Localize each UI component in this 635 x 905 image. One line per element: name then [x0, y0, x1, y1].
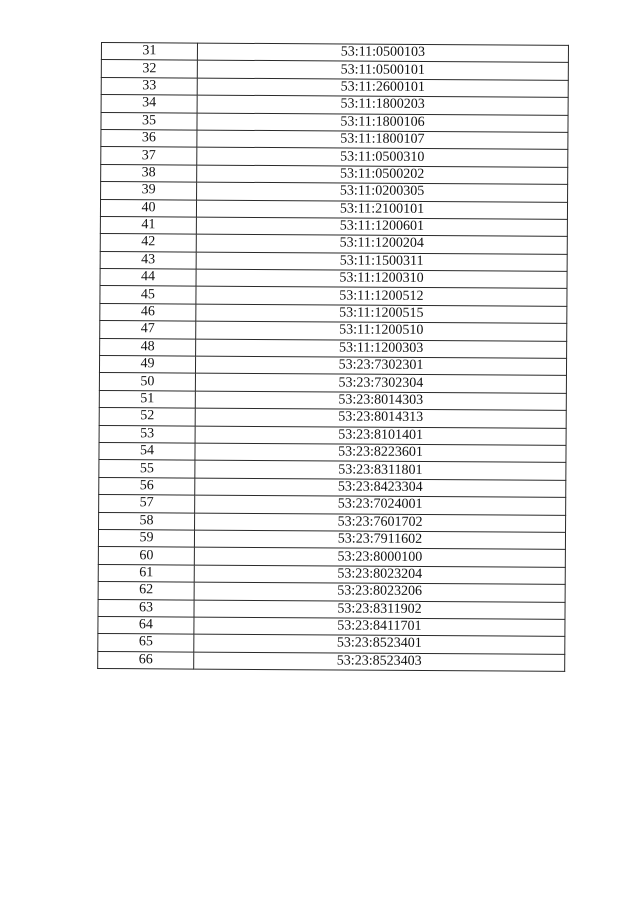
row-number-cell: 45: [100, 286, 196, 304]
row-number-cell: 51: [99, 390, 195, 408]
row-number-cell: 46: [100, 303, 196, 321]
row-number-cell: 38: [101, 164, 197, 182]
row-number-cell: 62: [98, 582, 194, 600]
row-number-cell: 34: [101, 95, 197, 113]
cadastral-number-cell: 53:23:7302301: [195, 356, 566, 376]
cadastral-number-cell: 53:11:0500202: [197, 165, 568, 185]
row-number-cell: 55: [99, 460, 195, 478]
cadastral-number-cell: 53:11:1200510: [196, 321, 567, 341]
row-number-cell: 44: [100, 269, 196, 287]
row-number-cell: 57: [99, 495, 195, 513]
cadastral-number-cell: 53:11:0500103: [197, 43, 568, 63]
row-number-cell: 40: [100, 199, 196, 217]
cadastral-number-cell: 53:11:1200512: [196, 287, 567, 307]
cadastral-number-cell: 53:23:7911602: [194, 530, 565, 550]
row-number-cell: 37: [101, 147, 197, 165]
row-number-cell: 64: [98, 616, 194, 634]
cadastral-number-cell: 53:11:1200303: [196, 339, 567, 359]
cadastral-number-cell: 53:23:8311801: [195, 460, 566, 480]
cadastral-number-cell: 53:23:8023206: [194, 582, 565, 602]
row-number-cell: 54: [99, 442, 195, 460]
cadastral-number-cell: 53:23:8311902: [194, 600, 565, 620]
cadastral-number-cell: 53:11:1200601: [196, 217, 567, 237]
row-number-cell: 65: [98, 634, 194, 652]
row-number-cell: 49: [99, 356, 195, 374]
row-number-cell: 33: [101, 77, 197, 95]
cadastral-number-cell: 53:11:1200204: [196, 234, 567, 254]
row-number-cell: 39: [101, 182, 197, 200]
row-number-cell: 32: [101, 60, 197, 78]
row-number-cell: 52: [99, 408, 195, 426]
cadastral-number-cell: 53:23:7601702: [195, 513, 566, 533]
row-number-cell: 60: [98, 547, 194, 565]
row-number-cell: 42: [100, 234, 196, 252]
row-number-cell: 35: [101, 112, 197, 130]
cadastral-number-cell: 53:23:8000100: [194, 547, 565, 567]
row-number-cell: 61: [98, 564, 194, 582]
cadastral-number-cell: 53:23:7302304: [195, 374, 566, 394]
row-number-cell: 43: [100, 251, 196, 269]
cadastral-number-cell: 53:23:8023204: [194, 565, 565, 585]
cadastral-number-cell: 53:23:8423304: [195, 478, 566, 498]
cadastral-number-cell: 53:11:0500101: [197, 60, 568, 80]
row-number-cell: 66: [98, 651, 194, 669]
cadastral-number-cell: 53:11:2600101: [197, 78, 568, 98]
row-number-cell: 53: [99, 425, 195, 443]
cadastral-number-cell: 53:11:1200310: [196, 269, 567, 289]
row-number-cell: 31: [101, 43, 197, 61]
cadastral-number-cell: 53:23:8101401: [195, 426, 566, 446]
row-number-cell: 50: [99, 373, 195, 391]
cadastral-number-cell: 53:11:1800203: [197, 95, 568, 115]
cadastral-number-cell: 53:23:8411701: [194, 617, 565, 637]
cadastral-number-cell: 53:23:8523401: [194, 634, 565, 654]
table-body: [98, 43, 569, 672]
row-number-cell: 58: [99, 512, 195, 530]
table-row: [98, 651, 565, 671]
row-number-cell: 59: [98, 529, 194, 547]
cadastral-number-cell: 53:23:8223601: [195, 443, 566, 463]
cadastral-number-cell: 53:11:2100101: [196, 200, 567, 220]
cadastral-number-cell: 53:11:0500310: [197, 147, 568, 167]
cadastral-number-cell: 53:23:8014303: [195, 391, 566, 411]
cadastral-number-cell: 53:23:8014313: [195, 408, 566, 428]
row-number-cell: 36: [101, 129, 197, 147]
row-number-cell: 47: [100, 321, 196, 339]
cadastral-number-cell: 53:23:7024001: [195, 495, 566, 515]
cadastral-number-cell: 53:11:1800106: [197, 113, 568, 133]
cadastral-number-cell: 53:11:1500311: [196, 252, 567, 272]
row-number-cell: 63: [98, 599, 194, 617]
cadastral-number-cell: 53:11:1800107: [197, 130, 568, 150]
cadastral-number-cell: 53:11:1200515: [196, 304, 567, 324]
cadastral-number-cell: 53:23:8523403: [194, 652, 565, 672]
row-number-cell: 48: [100, 338, 196, 356]
row-number-cell: 56: [99, 477, 195, 495]
cadastral-table: [97, 42, 569, 672]
cadastral-number-cell: 53:11:0200305: [197, 182, 568, 202]
table-container: [97, 42, 568, 672]
row-number-cell: 41: [100, 216, 196, 234]
